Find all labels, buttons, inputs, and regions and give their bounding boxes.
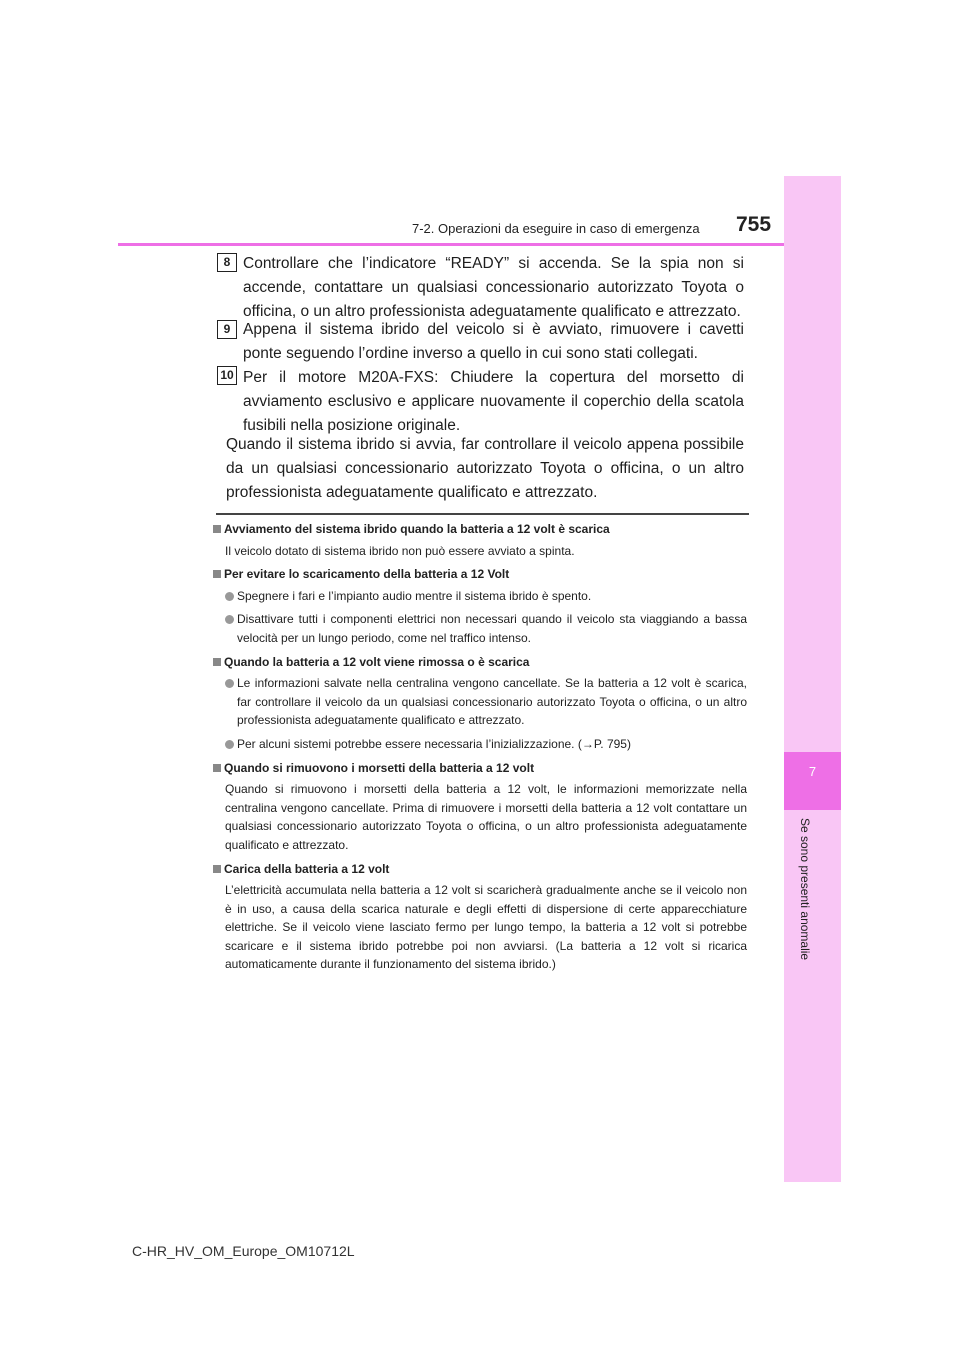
note-heading: Per evitare lo scaricamento della batteria a 12 Volt <box>212 565 747 584</box>
note-bullet: Per alcuni sistemi potrebbe essere necessaria l’inizializzazione. (→P. 795) <box>225 735 747 754</box>
square-bullet-icon <box>213 658 221 666</box>
step-number-badge: 9 <box>217 320 237 339</box>
document-code: C-HR_HV_OM_Europe_OM10712L <box>132 1243 355 1259</box>
chapter-side-tab-active <box>784 752 841 810</box>
chapter-side-tab <box>784 176 841 1182</box>
step-text: Controllare che l’indicatore “READY” si accenda. Se la spia non si accende, contattare un qualsiasi concessionario autorizzato Toyota o officina, o un altro professionista adeguatamente qualificato e attrezzato. <box>243 255 744 320</box>
step-number-badge: 10 <box>217 366 237 385</box>
step-text: Per il motore M20A-FXS: Chiudere la copertura del morsetto di avviamento esclusivo e applicare nuovamente il coperchio della scatola fusibili nella posizione originale. <box>243 369 744 434</box>
square-bullet-icon <box>213 865 221 873</box>
step-text: Appena il sistema ibrido del veicolo si è avviato, rimuovere i cavetti ponte seguendo l’ordine inverso a quello in cui sono stati collegati. <box>243 321 744 362</box>
circle-bullet-icon <box>225 740 234 749</box>
notes-section <box>212 520 747 979</box>
square-bullet-icon <box>213 570 221 578</box>
step-number-badge: 8 <box>217 253 237 272</box>
section-title: 7-2. Operazioni da eseguire in caso di emergenza <box>412 221 700 236</box>
note-bullet: Disattivare tutti i componenti elettrici non necessari quando il veicolo sta viaggiando a bassa velocità per un lungo periodo, come nel traffico intenso. <box>225 610 747 647</box>
note-bullet: Le informazioni salvate nella centralina vengono cancellate. Se la batteria a 12 volt è scarica, far controllare il veicolo da un qualsiasi concessionario autorizzato Toyota o officina, o un altro professionista adeguatamente qualificato e attrezzato. <box>225 674 747 730</box>
square-bullet-icon <box>213 764 221 772</box>
page-number: 755 <box>736 213 772 236</box>
note-heading: Quando si rimuovono i morsetti della batteria a 12 volt <box>212 759 747 778</box>
header-rule <box>118 243 784 246</box>
note-heading: Carica della batteria a 12 volt <box>212 860 747 879</box>
note-body: Quando si rimuovono i morsetti della batteria a 12 volt, le informazioni memorizzate nella centralina vengono cancellate. Prima di rimuovere i morsetti della batteria a 12 volt contattare un qualsiasi concessionario autorizzato Toyota o officina, o un altro professionista adeguatamente qualificato e attrezzato. <box>225 782 747 852</box>
note-body: L’elettricità accumulata nella batteria a 12 volt si scaricherà gradualmente anche se il veicolo non è in uso, a causa della scarica naturale e degli effetti di dispersione di certe apparecchiature elettriche. Se il veicolo viene lasciato fermo per lungo tempo, la batteria a 12 volt si potrebbe scaricare e il sistema ibrido potrebbe poi non avviarsi. (La batteria a 12 volt si ricarica automaticamente durante il funzionamento del sistema ibrido.) <box>225 883 747 972</box>
section-divider <box>216 513 749 515</box>
note-bullet: Spegnere i fari e l’impianto audio mentre il sistema ibrido è spento. <box>225 587 747 606</box>
note-heading: Avviamento del sistema ibrido quando la batteria a 12 volt è scarica <box>212 520 747 539</box>
note-heading: Quando la batteria a 12 volt viene rimossa o è scarica <box>212 653 747 672</box>
circle-bullet-icon <box>225 679 234 688</box>
circle-bullet-icon <box>225 615 234 624</box>
closing-paragraph: Quando il sistema ibrido si avvia, far controllare il veicolo appena possibile da un qualsiasi concessionario autorizzato Toyota o officina, o un altro professionista adeguatamente qualificato e attrezzato. <box>226 436 744 501</box>
circle-bullet-icon <box>225 592 234 601</box>
chapter-title: Se sono presenti anomalie <box>798 818 812 961</box>
note-body: Il veicolo dotato di sistema ibrido non può essere avviato a spinta. <box>225 543 575 558</box>
chapter-number: 7 <box>808 764 817 779</box>
square-bullet-icon <box>213 525 221 533</box>
